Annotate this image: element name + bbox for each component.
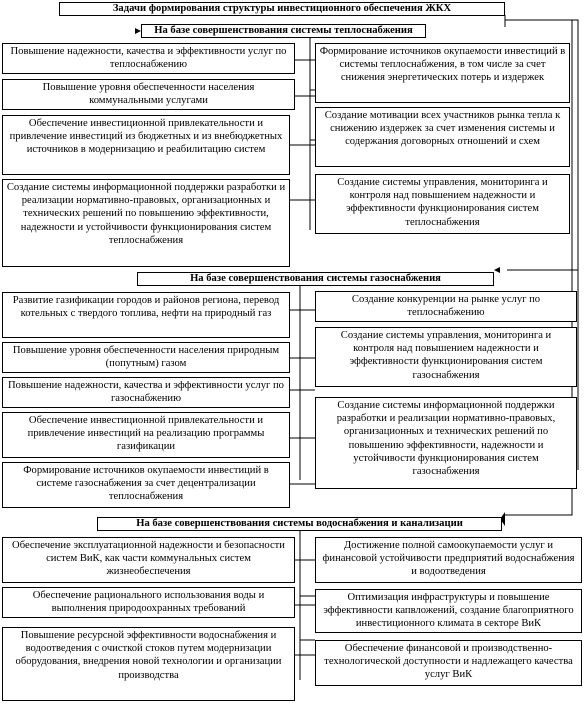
heat-left-goal-4: Создание системы информационной поддержки разработки и реализации нормативно-правовых, организационных и технических решений по повышению эффективности, надежности и устойчивости функционирования систем теплоснабжения: [2, 179, 290, 267]
gas-right-goal-1: Создание конкуренции на рынке услуг по теплоснабжению: [315, 291, 577, 322]
heat-right-goal-3: Создание системы управления, мониторинга и контроля над повышением надежности и эффективности функционирования систем теплоснабжения: [315, 174, 570, 234]
diagram-title: Задачи формирования структуры инвестиционного обеспечения ЖКХ: [59, 2, 505, 16]
gas-left-goal-2: Повышение уровня обеспеченности населения природным (попутным) газом: [2, 342, 290, 373]
water-left-goal-3: Повышение ресурсной эффективности водоснабжения и водоотведения с очисткой стоков путем модернизации оборудования, внедрения новой технологии и организации производства: [2, 627, 295, 701]
heat-right-goal-1: Формирование источников окупаемости инвестиций в системы теплоснабжения, в том числе за счет снижения энергетических потерь и издержек: [315, 43, 570, 103]
water-left-goal-1: Обеспечение эксплуатационной надежности и безопасности систем ВиК, как части коммунальных систем жизнеобеспечения: [2, 537, 295, 583]
arrow-gas: [494, 267, 500, 273]
water-right-goal-3: Обеспечение финансовой и производственно-технологической доступности и надлежащего качества услуг ВиК: [315, 640, 582, 686]
section-header-gas: На базе совершенствования системы газоснабжения: [137, 272, 494, 286]
gas-left-goal-5: Формирование источников окупаемости инвестиций в системе газоснабжения за счет децентрализации теплоснабжения: [2, 462, 290, 508]
heat-left-goal-1: Повышение надежности, качества и эффективности услуг по теплоснабжению: [2, 43, 295, 74]
section-header-water: На базе совершенствования системы водоснабжения и канализации: [97, 517, 502, 531]
gas-left-goal-1: Развитие газификации городов и районов региона, перевод котельных с твердого топлива, нефти на природный газ: [2, 292, 290, 338]
heat-left-goal-3: Обеспечение инвестиционной привлекательности и привлечение инвестиций из бюджетных и из внебюджетных источников в модернизацию и реабилитацию систем: [2, 115, 290, 175]
water-left-goal-2: Обеспечение рационального использования воды и выполнения природоохранных требований: [2, 587, 295, 618]
heat-right-goal-2: Создание мотивации всех участников рынка тепла к снижению издержек за счет изменения системы и содержания договорных отношений и схем: [315, 107, 570, 167]
gas-left-goal-3: Повышение надежности, качества и эффективности услуг по газоснабжению: [2, 377, 290, 408]
water-right-goal-1: Достижение полной самоокупаемости услуг и финансовой устойчивости предприятий водоснабжения и водоотведения: [315, 537, 582, 583]
gas-right-goal-3: Создание системы информационной поддержки разработки и реализации нормативно-правовых, организационных и технических решений по повышению эффективности, надежности и устойчивости функционирования систем газоснабжения: [315, 397, 577, 489]
section-header-heat: На базе совершенствования системы теплоснабжения: [141, 24, 426, 38]
water-right-goal-2: Оптимизация инфраструктуры и повышение эффективности капвложений, создание благоприятного инвестиционного климата в секторе ВиК: [315, 589, 582, 633]
gas-left-goal-4: Обеспечение инвестиционной привлекательности и привлечение инвестиций на реализацию программы газификации: [2, 412, 290, 458]
heat-left-goal-2: Повышение уровня обеспеченности населения коммунальными услугами: [2, 79, 295, 110]
gas-right-goal-2: Создание системы управления, мониторинга и контроля над повышением надежности и эффективности функционирования систем газоснабжения: [315, 327, 577, 387]
